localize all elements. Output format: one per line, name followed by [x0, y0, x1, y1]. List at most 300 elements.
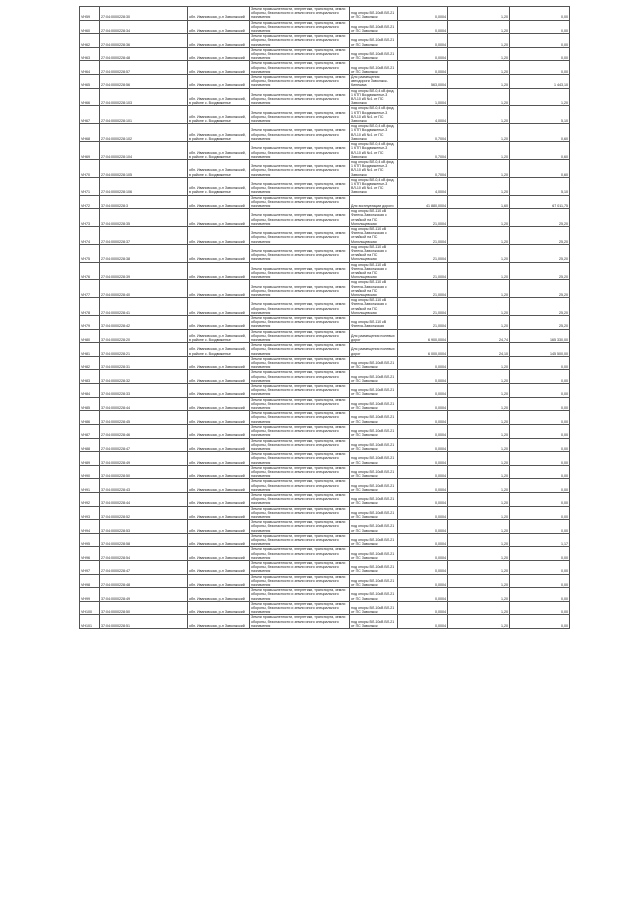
cell-land-category: Земли промышленности, энергетики, транспорта, земли обороны, безопасности и земли иного специального назначения	[250, 195, 350, 209]
cell-cadastral-number: 27:04:0000228:48	[100, 47, 188, 61]
cell-permitted-use: Для размещения автодороги Заволжск-Кинешма	[350, 75, 398, 89]
cell-area: 0,0004	[398, 588, 448, 602]
cell-permitted-use: под опоры ВЛ-10кВ ВЛ-21 от ПС Заволжск	[350, 588, 398, 602]
cell-row-number: VH79	[80, 316, 100, 330]
cell-cadastral-number: 27:04:0000228:48	[100, 574, 188, 588]
cell-address: обл. Ивановская, р-н Заволжский, в районе с. Воздвиженье	[188, 159, 250, 177]
cell-row-number: VH59	[80, 7, 100, 21]
cell-permitted-use: под опоры ВЛ-110 кВ Фатеха-Заволжская с отпайкой на ПС Могильцевская	[350, 244, 398, 262]
cell-row-number: VH62	[80, 34, 100, 48]
cell-amount: 25,20	[510, 226, 570, 244]
cell-area: 6 900,0004	[398, 329, 448, 343]
cell-permitted-use: под опоры ВЛ-0,4 кВ фид. 1 КТП Воздвиженье-3 ВЛ-10 кВ №1 от ПС Заволжск	[350, 88, 398, 106]
cell-amount: 0,00	[510, 588, 570, 602]
cell-cadastral-number: 37:04:0000228:52	[100, 506, 188, 520]
cell-cadastral-number: 37:04:0000228:32	[100, 370, 188, 384]
cell-address: обл. Ивановская, р-н Заволжский	[188, 75, 250, 89]
cell-permitted-use: под опоры ВЛ-10кВ ВЛ-21 от ПС Заволжск	[350, 424, 398, 438]
table-row	[80, 316, 570, 330]
table-row	[80, 244, 570, 262]
cell-permitted-use: под опоры ВЛ-10кВ ВЛ-21 от ПС Заволжск	[350, 479, 398, 493]
cell-amount: 0,00	[510, 438, 570, 452]
cell-permitted-use: под опоры ВЛ-10кВ ВЛ-21 от ПС Заволжск	[350, 438, 398, 452]
cell-coefficient: 1,60	[448, 195, 510, 209]
cell-row-number: VH86	[80, 411, 100, 425]
cell-land-category: Земли промышленности, энергетики, транспорта, земли обороны, безопасности и земли иного специального назначения	[250, 329, 350, 343]
table-row	[80, 479, 570, 493]
cell-cadastral-number: 27:04:0000228:56	[100, 75, 188, 89]
cell-area: 21,0004	[398, 298, 448, 316]
table-row	[80, 209, 570, 227]
cell-land-category: Земли промышленности, энергетики, транспорта, земли обороны, безопасности и земли иного специального назначения	[250, 159, 350, 177]
cell-cadastral-number: 37:04:0000228:31	[100, 356, 188, 370]
cell-amount: 0,00	[510, 601, 570, 615]
cell-area: 41 880,0004	[398, 195, 448, 209]
cell-area: 563,0004	[398, 75, 448, 89]
cell-cadastral-number: 27:04:0000228:47	[100, 438, 188, 452]
table-row	[80, 601, 570, 615]
cell-address: обл. Ивановская, р-н Заволжский	[188, 397, 250, 411]
cell-land-category: Земли промышленности, энергетики, транспорта, земли обороны, безопасности и земли иного специального назначения	[250, 438, 350, 452]
cell-amount: 0,00	[510, 47, 570, 61]
cell-coefficient: 1,20	[448, 262, 510, 280]
cell-area: 0,0004	[398, 20, 448, 34]
cell-amount: 0,00	[510, 506, 570, 520]
cell-land-category: Земли промышленности, энергетики, транспорта, земли обороны, безопасности и земли иного специального назначения	[250, 244, 350, 262]
cell-amount: 0,00	[510, 20, 570, 34]
cell-land-category: Земли промышленности, энергетики, транспорта, земли обороны, безопасности и земли иного специального назначения	[250, 7, 350, 21]
cell-row-number: VH98	[80, 574, 100, 588]
cell-permitted-use: под опоры ВЛ-10кВ ВЛ-21 от ПС Заволжск	[350, 465, 398, 479]
cell-land-category: Земли промышленности, энергетики, транспорта, земли обороны, безопасности и земли иного специального назначения	[250, 142, 350, 160]
cell-row-number: VH93	[80, 506, 100, 520]
cell-amount: 25,20	[510, 209, 570, 227]
cell-land-category: Земли промышленности, энергетики, транспорта, земли обороны, безопасности и земли иного специального назначения	[250, 452, 350, 466]
cell-permitted-use: под опоры ВЛ-0,4 кВ фид. 1 КТП Воздвиженье-3 ВЛ-10 кВ №1 от ПС Заволжск	[350, 142, 398, 160]
cell-land-category: Земли промышленности, энергетики, транспорта, земли обороны, безопасности и земли иного специального назначения	[250, 424, 350, 438]
cell-cadastral-number: 27:04:0000228:38	[100, 244, 188, 262]
cell-address: обл. Ивановская, р-н Заволжский	[188, 195, 250, 209]
cell-cadastral-number: 27:04:0000228:46	[100, 424, 188, 438]
cell-amount: 0,00	[510, 615, 570, 629]
cell-address: обл. Ивановская, р-н Заволжский, в районе с. Воздвиженье	[188, 124, 250, 142]
cell-permitted-use: под опоры ВЛ-10кВ ВЛ-21 от ПС Заволжск	[350, 356, 398, 370]
table-row	[80, 560, 570, 574]
cell-address: обл. Ивановская, р-н Заволжский	[188, 7, 250, 21]
cell-address: обл. Ивановская, р-н Заволжский	[188, 465, 250, 479]
cell-area: 0,7004	[398, 124, 448, 142]
cell-coefficient: 1,20	[448, 75, 510, 89]
cell-address: обл. Ивановская, р-н Заволжский	[188, 601, 250, 615]
cell-cadastral-number: 27:04:0000228:47	[100, 560, 188, 574]
cell-amount: 0,00	[510, 547, 570, 561]
cell-row-number: VH85	[80, 397, 100, 411]
cell-amount: 0,00	[510, 34, 570, 48]
cell-address: обл. Ивановская, р-н Заволжский	[188, 438, 250, 452]
table-row	[80, 465, 570, 479]
cell-address: обл. Ивановская, р-н Заволжский	[188, 356, 250, 370]
cell-permitted-use: Для размещения полевых дорог	[350, 329, 398, 343]
cell-permitted-use: под опоры ВЛ-10кВ ВЛ-21 от ПС Заволжск	[350, 452, 398, 466]
table-row	[80, 106, 570, 124]
cell-land-category: Земли промышленности, энергетики, транспорта, земли обороны, безопасности и земли иного специального назначения	[250, 397, 350, 411]
cell-land-category: Земли промышленности, энергетики, транспорта, земли обороны, безопасности и земли иного специального назначения	[250, 298, 350, 316]
cell-amount: 0,00	[510, 560, 570, 574]
cell-coefficient: 1,20	[448, 47, 510, 61]
cell-row-number: VH91	[80, 479, 100, 493]
cell-address: обл. Ивановская, р-н Заволжский	[188, 47, 250, 61]
cell-row-number: VH101	[80, 615, 100, 629]
table-row	[80, 195, 570, 209]
cell-land-category: Земли промышленности, энергетики, транспорта, земли обороны, безопасности и земли иного специального назначения	[250, 560, 350, 574]
cell-coefficient: 1,20	[448, 397, 510, 411]
table-row	[80, 329, 570, 343]
cell-address: обл. Ивановская, р-н Заволжский	[188, 280, 250, 298]
cell-land-category: Земли промышленности, энергетики, транспорта, земли обороны, безопасности и земли иного специального назначения	[250, 384, 350, 398]
cell-land-category: Земли промышленности, энергетики, транспорта, земли обороны, безопасности и земли иного специального назначения	[250, 343, 350, 357]
cell-address: обл. Ивановская, р-н Заволжский	[188, 547, 250, 561]
table-row	[80, 177, 570, 195]
cell-cadastral-number: 27:04:0000228:54	[100, 547, 188, 561]
cell-row-number: VH89	[80, 452, 100, 466]
cell-cadastral-number: 37:04:0000228:58	[100, 533, 188, 547]
cell-amount: 0,00	[510, 424, 570, 438]
cell-row-number: VH68	[80, 124, 100, 142]
cell-cadastral-number: 27:04:0000228:105	[100, 159, 188, 177]
cell-coefficient: 1,20	[448, 106, 510, 124]
cell-cadastral-number: 27:04:0000228:30	[100, 7, 188, 21]
cell-permitted-use: под опоры ВЛ-0,4 кВ фид. 1 КТП Воздвиженье-3 ВЛ-10 кВ №1 от ПС Заволжск	[350, 159, 398, 177]
cell-address: обл. Ивановская, р-н Заволжский	[188, 209, 250, 227]
cell-land-category: Земли промышленности, энергетики, транспорта, земли обороны, безопасности и земли иного специального назначения	[250, 262, 350, 280]
cell-land-category: Земли промышленности, энергетики, транспорта, земли обороны, безопасности и земли иного специального назначения	[250, 574, 350, 588]
cell-row-number: VH77	[80, 280, 100, 298]
table-row	[80, 34, 570, 48]
cell-row-number: VH96	[80, 547, 100, 561]
cell-coefficient: 1,20	[448, 20, 510, 34]
cell-amount: 0,00	[510, 384, 570, 398]
cell-row-number: VH74	[80, 226, 100, 244]
cell-area: 0,7004	[398, 142, 448, 160]
cell-row-number: VH72	[80, 195, 100, 209]
cell-area: 0,0004	[398, 465, 448, 479]
cell-land-category: Земли промышленности, энергетики, транспорта, земли обороны, безопасности и земли иного специального назначения	[250, 177, 350, 195]
cell-area: 0,0004	[398, 452, 448, 466]
cell-address: обл. Ивановская, р-н Заволжский	[188, 560, 250, 574]
table-row	[80, 7, 570, 21]
cell-land-category: Земли промышленности, энергетики, транспорта, земли обороны, безопасности и земли иного специального назначения	[250, 520, 350, 534]
cell-address: обл. Ивановская, р-н Заволжский	[188, 615, 250, 629]
cell-area: 6 000,0004	[398, 343, 448, 357]
cell-amount: 25,20	[510, 244, 570, 262]
cell-address: обл. Ивановская, р-н Заволжский	[188, 492, 250, 506]
table-row	[80, 520, 570, 534]
cell-area: 21,0004	[398, 262, 448, 280]
cell-address: обл. Ивановская, р-н Заволжский	[188, 262, 250, 280]
cell-row-number: VH82	[80, 356, 100, 370]
cell-cadastral-number: 37:04:0000228:45	[100, 411, 188, 425]
table-row	[80, 397, 570, 411]
cell-area: 0,0004	[398, 506, 448, 520]
cell-coefficient: 1,20	[448, 615, 510, 629]
cell-coefficient: 24,74	[448, 329, 510, 343]
cell-coefficient: 1,20	[448, 280, 510, 298]
cell-area: 21,0004	[398, 316, 448, 330]
cell-amount: 0,00	[510, 492, 570, 506]
cell-amount: 0,60	[510, 142, 570, 160]
cell-amount: 0,00	[510, 7, 570, 21]
cell-amount: 0,00	[510, 465, 570, 479]
cell-amount: 0,00	[510, 370, 570, 384]
table-row	[80, 20, 570, 34]
document-sheet	[79, 6, 569, 629]
cell-amount: 5,10	[510, 106, 570, 124]
cell-permitted-use: под опоры ВЛ-10кВ ВЛ-21 от ПС Заволжск	[350, 384, 398, 398]
cell-coefficient: 1,20	[448, 177, 510, 195]
table-row	[80, 142, 570, 160]
table-row	[80, 533, 570, 547]
cell-cadastral-number: 27:04:0000228:57	[100, 61, 188, 75]
table-row	[80, 370, 570, 384]
cell-address: обл. Ивановская, р-н Заволжский	[188, 479, 250, 493]
cell-permitted-use: под опоры ВЛ-110 кВ Фатеха-Заволжская с отпайкой на ПС Могильцевская	[350, 298, 398, 316]
cell-permitted-use: под опоры ВЛ-10кВ ВЛ-21 от ПС Заволжск	[350, 61, 398, 75]
table-row	[80, 492, 570, 506]
cell-cadastral-number: 27:04:0000228:106	[100, 177, 188, 195]
cell-coefficient: 1,20	[448, 479, 510, 493]
cell-row-number: VH63	[80, 47, 100, 61]
cell-area: 0,0004	[398, 424, 448, 438]
cell-permitted-use: под опоры ВЛ-10кВ ВЛ-21 от ПС Заволжск	[350, 397, 398, 411]
table-row	[80, 61, 570, 75]
cell-row-number: VH100	[80, 601, 100, 615]
cell-amount: 1 443,10	[510, 75, 570, 89]
cell-coefficient: 1,20	[448, 7, 510, 21]
cell-permitted-use: Для размещения полевых дорог	[350, 343, 398, 357]
cell-coefficient: 1,20	[448, 588, 510, 602]
cell-amount: 0,00	[510, 61, 570, 75]
cell-coefficient: 1,20	[448, 520, 510, 534]
cell-land-category: Земли промышленности, энергетики, транспорта, земли обороны, безопасности и земли иного специального назначения	[250, 615, 350, 629]
cell-row-number: VH60	[80, 20, 100, 34]
cell-coefficient: 1,20	[448, 34, 510, 48]
cell-cadastral-number: 37:04:0000228:44	[100, 492, 188, 506]
cell-area: 21,0004	[398, 209, 448, 227]
table-row	[80, 547, 570, 561]
cell-area: 0,0004	[398, 370, 448, 384]
cell-coefficient: 1,20	[448, 370, 510, 384]
cell-row-number: VH66	[80, 88, 100, 106]
cell-address: обл. Ивановская, р-н Заволжский	[188, 20, 250, 34]
table-row	[80, 424, 570, 438]
cell-permitted-use: под опоры ВЛ-110 кВ Фатеха-Заволжская с отпайкой на ПС Могильцевская	[350, 226, 398, 244]
cell-cadastral-number: 27:04:0000228:37	[100, 226, 188, 244]
cell-area: 0,0004	[398, 520, 448, 534]
cell-land-category: Земли промышленности, энергетики, транспорта, земли обороны, безопасности и земли иного специального назначения	[250, 34, 350, 48]
cell-permitted-use: под опоры ВЛ-10кВ ВЛ-21 от ПС Заволжск	[350, 615, 398, 629]
cell-land-category: Земли промышленности, энергетики, транспорта, земли обороны, безопасности и земли иного специального назначения	[250, 47, 350, 61]
cell-row-number: VH87	[80, 424, 100, 438]
cell-address: обл. Ивановская, р-н Заволжский	[188, 588, 250, 602]
cell-coefficient: 1,20	[448, 574, 510, 588]
cell-permitted-use: под опоры ВЛ-10кВ ВЛ-21 от ПС Заволжск	[350, 370, 398, 384]
cell-land-category: Земли промышленности, энергетики, транспорта, земли обороны, безопасности и земли иного специального назначения	[250, 411, 350, 425]
cell-area: 0,0004	[398, 438, 448, 452]
cell-address: обл. Ивановская, р-н Заволжский	[188, 574, 250, 588]
cell-row-number: VH64	[80, 61, 100, 75]
cell-row-number: VH69	[80, 142, 100, 160]
cell-row-number: VH80	[80, 329, 100, 343]
cell-coefficient: 1,20	[448, 384, 510, 398]
cell-amount: 0,00	[510, 411, 570, 425]
cell-amount: 145 500,00	[510, 343, 570, 357]
cell-land-category: Земли промышленности, энергетики, транспорта, земли обороны, безопасности и земли иного специального назначения	[250, 601, 350, 615]
table-row	[80, 298, 570, 316]
cell-permitted-use: под опоры ВЛ-10кВ ВЛ-21 от ПС Заволжск	[350, 20, 398, 34]
cell-row-number: VH65	[80, 75, 100, 89]
cell-land-category: Земли промышленности, энергетики, транспорта, земли обороны, безопасности и земли иного специального назначения	[250, 75, 350, 89]
cell-address: обл. Ивановская, р-н Заволжский, в районе с. Воздвиженье	[188, 106, 250, 124]
cell-cadastral-number: 37:04:0000228:33	[100, 384, 188, 398]
cell-coefficient: 1,20	[448, 506, 510, 520]
cell-row-number: VH94	[80, 520, 100, 534]
cell-row-number: VH97	[80, 560, 100, 574]
cell-area: 0,0004	[398, 61, 448, 75]
cell-row-number: VH76	[80, 262, 100, 280]
cell-cadastral-number: 27:04:0000228:41	[100, 298, 188, 316]
table-row	[80, 343, 570, 357]
cell-permitted-use: под опоры ВЛ-10кВ ВЛ-21 от ПС Заволжск	[350, 506, 398, 520]
cell-area: 21,0004	[398, 226, 448, 244]
cell-land-category: Земли промышленности, энергетики, транспорта, земли обороны, безопасности и земли иного специального назначения	[250, 479, 350, 493]
table-row	[80, 262, 570, 280]
table-body	[80, 7, 570, 629]
cell-land-category: Земли промышленности, энергетики, транспорта, земли обороны, безопасности и земли иного специального назначения	[250, 465, 350, 479]
cell-cadastral-number: 27:04:0000228:101	[100, 106, 188, 124]
cell-cadastral-number: 37:04:0000228:53	[100, 520, 188, 534]
cell-area: 0,0004	[398, 533, 448, 547]
cell-cadastral-number: 27:04:0000228:39	[100, 262, 188, 280]
cell-address: обл. Ивановская, р-н Заволжский	[188, 384, 250, 398]
cell-row-number: VH92	[80, 492, 100, 506]
cell-area: 1,0004	[398, 88, 448, 106]
cell-permitted-use: под опоры ВЛ-10кВ ВЛ-21 от ПС Заволжск	[350, 560, 398, 574]
cell-coefficient: 1,20	[448, 356, 510, 370]
cell-cadastral-number: 37:04:0000228:21	[100, 343, 188, 357]
cell-area: 21,0004	[398, 280, 448, 298]
cell-permitted-use: Для эксплуатации дороги	[350, 195, 398, 209]
cell-area: 0,0004	[398, 492, 448, 506]
cell-permitted-use: под опоры ВЛ-110 кВ Фатеха-Заволжская с отпайкой на ПС Могильцевская	[350, 262, 398, 280]
cell-coefficient: 24,10	[448, 343, 510, 357]
table-row	[80, 356, 570, 370]
table-row	[80, 384, 570, 398]
cell-row-number: VH88	[80, 438, 100, 452]
cell-amount: 0,00	[510, 452, 570, 466]
cell-address: обл. Ивановская, р-н Заволжский	[188, 370, 250, 384]
cell-address: обл. Ивановская, р-н Заволжский	[188, 452, 250, 466]
cell-coefficient: 1,20	[448, 438, 510, 452]
cell-coefficient: 1,20	[448, 61, 510, 75]
cell-address: обл. Ивановская, р-н Заволжский	[188, 533, 250, 547]
cell-address: обл. Ивановская, р-н Заволжский	[188, 61, 250, 75]
table-row	[80, 47, 570, 61]
cell-area: 0,0004	[398, 47, 448, 61]
cell-address: обл. Ивановская, р-н Заволжский	[188, 424, 250, 438]
cell-amount: 5,10	[510, 177, 570, 195]
cell-area: 4,0004	[398, 177, 448, 195]
cell-land-category: Земли промышленности, энергетики, транспорта, земли обороны, безопасности и земли иного специального назначения	[250, 316, 350, 330]
cell-permitted-use: под опоры ВЛ-10кВ ВЛ-21 от ПС Заволжск	[350, 601, 398, 615]
cell-row-number: VH90	[80, 465, 100, 479]
cell-amount: 0,00	[510, 356, 570, 370]
cell-address: обл. Ивановская, р-н Заволжский, в районе с. Воздвиженье	[188, 88, 250, 106]
cell-address: обл. Ивановская, р-н Заволжский	[188, 298, 250, 316]
table-row	[80, 615, 570, 629]
cell-land-category: Земли промышленности, энергетики, транспорта, земли обороны, безопасности и земли иного специального назначения	[250, 106, 350, 124]
cell-amount: 0,60	[510, 159, 570, 177]
cell-land-category: Земли промышленности, энергетики, транспорта, земли обороны, безопасности и земли иного специального назначения	[250, 280, 350, 298]
cell-amount: 25,20	[510, 262, 570, 280]
table-row	[80, 588, 570, 602]
cell-coefficient: 1,20	[448, 316, 510, 330]
cell-address: обл. Ивановская, р-н Заволжский	[188, 316, 250, 330]
table-row	[80, 574, 570, 588]
cell-cadastral-number: 37:04:0000228:3	[100, 195, 188, 209]
cell-coefficient: 1,20	[448, 492, 510, 506]
cell-permitted-use: под опоры ВЛ-110 кВ Фатеха-Заволжская	[350, 316, 398, 330]
cell-land-category: Земли промышленности, энергетики, транспорта, земли обороны, безопасности и земли иного специального назначения	[250, 506, 350, 520]
cell-address: обл. Ивановская, р-н Заволжский, в районе с. Воздвиженье	[188, 329, 250, 343]
cell-area: 0,0004	[398, 397, 448, 411]
cell-amount: 25,20	[510, 298, 570, 316]
cell-area: 0,0004	[398, 356, 448, 370]
cell-coefficient: 1,20	[448, 560, 510, 574]
cell-cadastral-number: 37:04:0000228:50	[100, 601, 188, 615]
cell-cadastral-number: 27:04:0000228:102	[100, 124, 188, 142]
cell-amount: 165 330,00	[510, 329, 570, 343]
cell-land-category: Земли промышленности, энергетики, транспорта, земли обороны, безопасности и земли иного специального назначения	[250, 124, 350, 142]
cell-area: 0,0004	[398, 547, 448, 561]
cell-permitted-use: под опоры ВЛ-0,4 кВ фид. 1 КТП Воздвиженье-3 ВЛ-10 кВ №1 от ПС Заволжск	[350, 177, 398, 195]
cell-row-number: VH71	[80, 177, 100, 195]
table-row	[80, 124, 570, 142]
cell-cadastral-number: 37:04:0000228:50	[100, 465, 188, 479]
cell-coefficient: 1,20	[448, 424, 510, 438]
cell-cadastral-number: 27:04:0000228:34	[100, 20, 188, 34]
cell-area: 0,0004	[398, 574, 448, 588]
cell-coefficient: 1,20	[448, 547, 510, 561]
cell-area: 0,0004	[398, 34, 448, 48]
cell-amount: 0,00	[510, 520, 570, 534]
cell-coefficient: 1,20	[448, 465, 510, 479]
table-row	[80, 506, 570, 520]
cell-area: 0,0004	[398, 7, 448, 21]
cell-permitted-use: под опоры ВЛ-0,4 кВ фид. 1 КТП Воздвиженье-3 ВЛ-10 кВ №1 от ПС Заволжск	[350, 124, 398, 142]
table-row	[80, 411, 570, 425]
cell-coefficient: 1,20	[448, 88, 510, 106]
cell-amount: 0,60	[510, 124, 570, 142]
cell-cadastral-number: 27:04:0000228:103	[100, 88, 188, 106]
cell-cadastral-number: 37:04:0000228:43	[100, 479, 188, 493]
cell-area: 0,0004	[398, 384, 448, 398]
cell-land-category: Земли промышленности, энергетики, транспорта, земли обороны, безопасности и земли иного специального назначения	[250, 356, 350, 370]
cell-row-number: VH81	[80, 343, 100, 357]
cell-cadastral-number: 37:04:0000228:20	[100, 329, 188, 343]
cell-permitted-use: под опоры ВЛ-110 кВ Фатеха-Заволжская с отпайкой на ПС Могильцевская	[350, 209, 398, 227]
cell-address: обл. Ивановская, р-н Заволжский	[188, 244, 250, 262]
table-row	[80, 452, 570, 466]
